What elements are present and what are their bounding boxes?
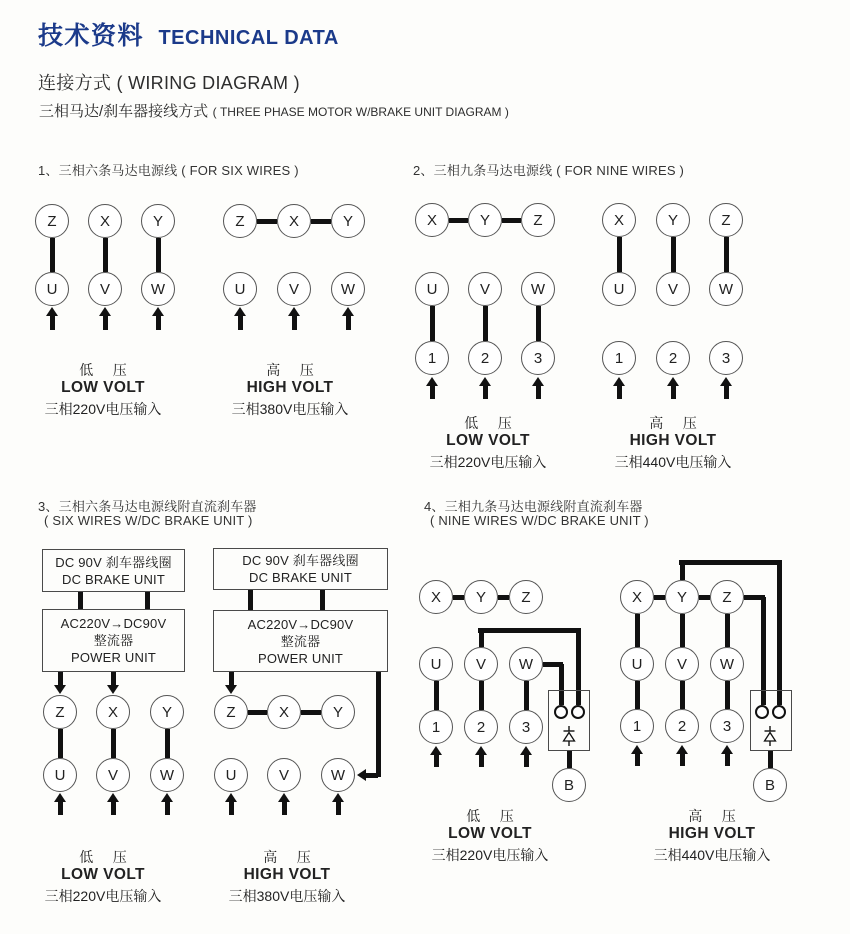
- wire-segment: [248, 590, 253, 610]
- node-W: W: [709, 272, 743, 306]
- voltage-level-zh: 低 压: [79, 849, 127, 865]
- voltage-level-en: HIGH VOLT: [246, 379, 334, 396]
- wire-segment: [680, 562, 685, 580]
- voltage-input-label: 三相220V电压输入: [44, 401, 162, 417]
- flow-arrow-shaft: [617, 385, 622, 399]
- motor-brake-heading-en: ( THREE PHASE MOTOR W/BRAKE UNIT DIAGRAM ): [212, 105, 509, 119]
- flow-arrow-shaft: [434, 754, 439, 767]
- flow-arrow-shaft: [365, 773, 378, 778]
- wire-segment: [679, 560, 782, 565]
- wire-segment: [453, 595, 464, 600]
- wire-segment: [50, 238, 55, 272]
- wire-segment: [58, 729, 63, 758]
- flow-arrow-shaft: [635, 753, 640, 766]
- unit-box: [213, 548, 388, 590]
- caption-six-wires-low: [3, 363, 203, 417]
- node-1: 1: [620, 709, 654, 743]
- node-W: W: [521, 272, 555, 306]
- flow-arrow-shaft: [165, 801, 170, 815]
- voltage-input-label: 三相440V电压输入: [653, 847, 771, 863]
- voltage-level-en: HIGH VOLT: [668, 825, 756, 842]
- node-W: W: [141, 272, 175, 306]
- caption-nine-wires-brake-high: [612, 809, 812, 863]
- unit-box-label: 整流器: [93, 633, 134, 648]
- flow-arrow-shaft: [346, 315, 351, 330]
- wire-segment: [725, 614, 730, 647]
- wire-segment: [699, 595, 710, 600]
- voltage-input-label: 三相440V电压输入: [614, 454, 732, 470]
- flow-arrow-shaft: [111, 672, 116, 686]
- node-Z: Z: [43, 695, 77, 729]
- wire-segment: [671, 237, 676, 272]
- wire-segment: [724, 237, 729, 272]
- node-3: 3: [509, 710, 543, 744]
- node-X: X: [620, 580, 654, 614]
- motor-brake-heading-zh: 三相马达/刹车器接线方式: [39, 103, 209, 120]
- node-Y: Y: [468, 203, 502, 237]
- voltage-level-zh: 高 压: [266, 362, 314, 378]
- caption-six-wires-brake-high: [187, 850, 387, 904]
- node-V: V: [665, 647, 699, 681]
- terminal-dot: [772, 705, 786, 719]
- node-W: W: [321, 758, 355, 792]
- node-2: 2: [665, 709, 699, 743]
- wire-segment: [479, 681, 484, 710]
- wire-segment: [761, 597, 766, 705]
- node-B: B: [552, 768, 586, 802]
- terminal-dot: [571, 705, 585, 719]
- flow-arrow-shaft: [479, 754, 484, 767]
- node-U: U: [43, 758, 77, 792]
- node-3: 3: [521, 341, 555, 375]
- flow-arrow-shaft: [536, 385, 541, 399]
- node-Z: Z: [509, 580, 543, 614]
- wire-segment: [725, 681, 730, 709]
- node-U: U: [415, 272, 449, 306]
- voltage-input-label: 三相220V电压输入: [44, 888, 162, 904]
- node-V: V: [96, 758, 130, 792]
- section-2-title: 2、三相九条马达电源线 ( FOR NINE WIRES ): [413, 163, 685, 178]
- flow-arrow-shaft: [238, 315, 243, 330]
- wire-segment: [524, 681, 529, 710]
- diode-icon: [562, 726, 576, 746]
- node-2: 2: [468, 341, 502, 375]
- page-title-zh: 技术资料: [38, 22, 145, 50]
- wire-segment: [680, 614, 685, 647]
- wire-segment: [103, 238, 108, 272]
- node-1: 1: [419, 710, 453, 744]
- node-V: V: [468, 272, 502, 306]
- section-4-subtitle: ( NINE WIRES W/DC BRAKE UNIT ): [430, 513, 649, 528]
- flow-arrow-shaft: [58, 801, 63, 815]
- node-Y: Y: [331, 204, 365, 238]
- caption-nine-wires-brake-low: [390, 809, 590, 863]
- node-W: W: [331, 272, 365, 306]
- caption-six-wires-brake-low: [3, 850, 203, 904]
- node-B: B: [753, 768, 787, 802]
- wire-segment: [434, 681, 439, 710]
- node-V: V: [656, 272, 690, 306]
- wire-segment: [156, 238, 161, 272]
- wire-segment: [483, 306, 488, 341]
- node-X: X: [88, 204, 122, 238]
- wire-segment: [654, 595, 665, 600]
- wire-segment: [248, 710, 267, 715]
- node-Z: Z: [710, 580, 744, 614]
- terminal-dot: [755, 705, 769, 719]
- node-W: W: [509, 647, 543, 681]
- flow-arrow-shaft: [292, 315, 297, 330]
- node-Y: Y: [141, 204, 175, 238]
- unit-box-label: DC BRAKE UNIT: [61, 571, 165, 587]
- wire-segment: [617, 237, 622, 272]
- node-2: 2: [656, 341, 690, 375]
- node-3: 3: [709, 341, 743, 375]
- flow-arrowhead-icon: [107, 685, 119, 694]
- flow-arrow-shaft: [58, 672, 63, 686]
- wire-segment: [478, 628, 581, 633]
- node-X: X: [415, 203, 449, 237]
- node-1: 1: [415, 341, 449, 375]
- unit-box-label: POWER UNIT: [257, 650, 344, 666]
- node-Y: Y: [321, 695, 355, 729]
- node-U: U: [602, 272, 636, 306]
- node-Z: Z: [35, 204, 69, 238]
- wire-segment: [145, 592, 150, 609]
- wire-segment: [635, 614, 640, 647]
- voltage-level-zh: 低 压: [464, 415, 512, 431]
- flow-arrow-shaft: [671, 385, 676, 399]
- wire-segment: [479, 630, 484, 647]
- voltage-input-label: 三相380V电压输入: [228, 888, 346, 904]
- flow-arrow-shaft: [524, 754, 529, 767]
- wire-segment: [449, 218, 468, 223]
- flow-arrow-shaft: [430, 385, 435, 399]
- node-X: X: [96, 695, 130, 729]
- wire-segment: [777, 562, 782, 705]
- unit-box-label: DC 90V 刹车器线圈: [55, 554, 172, 570]
- node-Z: Z: [223, 204, 257, 238]
- node-X: X: [267, 695, 301, 729]
- caption-nine-wires-low: [388, 416, 588, 470]
- voltage-level-en: LOW VOLT: [61, 866, 145, 883]
- flow-arrow-shaft: [680, 753, 685, 766]
- unit-box: [42, 609, 185, 672]
- wire-segment: [111, 729, 116, 758]
- node-Z: Z: [214, 695, 248, 729]
- wire-segment: [498, 595, 509, 600]
- unit-box-label: AC220V→DC90V: [247, 616, 354, 632]
- flow-arrow-shaft: [103, 315, 108, 330]
- wiring-diagram-heading: 连接方式 ( WIRING DIAGRAM ): [38, 73, 300, 93]
- node-V: V: [88, 272, 122, 306]
- wire-segment: [536, 306, 541, 341]
- terminal-dot: [554, 705, 568, 719]
- page-title-en: TECHNICAL DATA: [158, 27, 339, 49]
- flow-arrow-shaft: [483, 385, 488, 399]
- wire-segment: [301, 710, 321, 715]
- voltage-level-en: LOW VOLT: [61, 379, 145, 396]
- section-3-title: 3、三相六条马达电源线附直流刹车器: [38, 499, 257, 514]
- wire-segment: [311, 219, 331, 224]
- node-V: V: [464, 647, 498, 681]
- flow-arrow-shaft: [229, 801, 234, 815]
- voltage-input-label: 三相220V电压输入: [429, 454, 547, 470]
- flow-arrow-shaft: [336, 801, 341, 815]
- node-Y: Y: [464, 580, 498, 614]
- section-1-title: 1、三相六条马达电源线 ( FOR SIX WIRES ): [38, 163, 299, 178]
- wire-segment: [768, 751, 773, 768]
- voltage-level-zh: 高 压: [688, 808, 736, 824]
- voltage-level-en: LOW VOLT: [448, 825, 532, 842]
- voltage-level-en: HIGH VOLT: [243, 866, 331, 883]
- node-U: U: [620, 647, 654, 681]
- node-X: X: [277, 204, 311, 238]
- wire-segment: [165, 729, 170, 758]
- caption-nine-wires-high: [573, 416, 773, 470]
- unit-box-label: DC BRAKE UNIT: [248, 570, 352, 585]
- wire-segment: [680, 681, 685, 709]
- node-V: V: [277, 272, 311, 306]
- flow-arrow-shaft: [724, 385, 729, 399]
- node-V: V: [267, 758, 301, 792]
- node-Y: Y: [656, 203, 690, 237]
- unit-box-label: DC 90V 刹车器线圈: [242, 553, 359, 568]
- unit-box-label: POWER UNIT: [70, 650, 157, 665]
- section-4-title: 4、三相九条马达电源线附直流刹车器: [424, 499, 643, 514]
- diode-icon: [763, 726, 777, 746]
- wire-segment: [376, 672, 381, 777]
- node-U: U: [223, 272, 257, 306]
- unit-box-label: 整流器: [280, 633, 321, 649]
- node-2: 2: [464, 710, 498, 744]
- node-Z: Z: [709, 203, 743, 237]
- node-1: 1: [602, 341, 636, 375]
- node-Y: Y: [665, 580, 699, 614]
- node-U: U: [35, 272, 69, 306]
- wire-segment: [78, 592, 83, 609]
- node-W: W: [150, 758, 184, 792]
- flow-arrow-shaft: [50, 315, 55, 330]
- section-3-subtitle: ( SIX WIRES W/DC BRAKE UNIT ): [44, 513, 253, 528]
- flow-arrow-shaft: [282, 801, 287, 815]
- voltage-level-zh: 高 压: [263, 849, 311, 865]
- wire-segment: [635, 681, 640, 709]
- wire-segment: [567, 751, 572, 768]
- node-U: U: [419, 647, 453, 681]
- node-U: U: [214, 758, 248, 792]
- wire-segment: [320, 590, 325, 610]
- node-3: 3: [710, 709, 744, 743]
- flow-arrowhead-icon: [54, 685, 66, 694]
- wire-segment: [430, 306, 435, 341]
- flow-arrow-shaft: [725, 753, 730, 766]
- unit-box: [42, 549, 185, 592]
- wire-segment: [257, 219, 277, 224]
- voltage-input-label: 三相220V电压输入: [431, 847, 549, 863]
- node-Z: Z: [521, 203, 555, 237]
- unit-box: [213, 610, 388, 672]
- voltage-input-label: 三相380V电压输入: [231, 401, 349, 417]
- flow-arrow-shaft: [229, 672, 234, 686]
- node-X: X: [419, 580, 453, 614]
- voltage-level-en: HIGH VOLT: [629, 432, 717, 449]
- caption-six-wires-high: [190, 363, 390, 417]
- unit-box-label: AC220V→DC90V: [60, 616, 167, 631]
- voltage-level-zh: 低 压: [79, 362, 127, 378]
- node-X: X: [602, 203, 636, 237]
- voltage-level-en: LOW VOLT: [446, 432, 530, 449]
- flow-arrow-shaft: [156, 315, 161, 330]
- node-W: W: [710, 647, 744, 681]
- voltage-level-zh: 低 压: [466, 808, 514, 824]
- node-Y: Y: [150, 695, 184, 729]
- voltage-level-zh: 高 压: [649, 415, 697, 431]
- wire-segment: [502, 218, 521, 223]
- flow-arrow-shaft: [111, 801, 116, 815]
- flow-arrowhead-icon: [225, 685, 237, 694]
